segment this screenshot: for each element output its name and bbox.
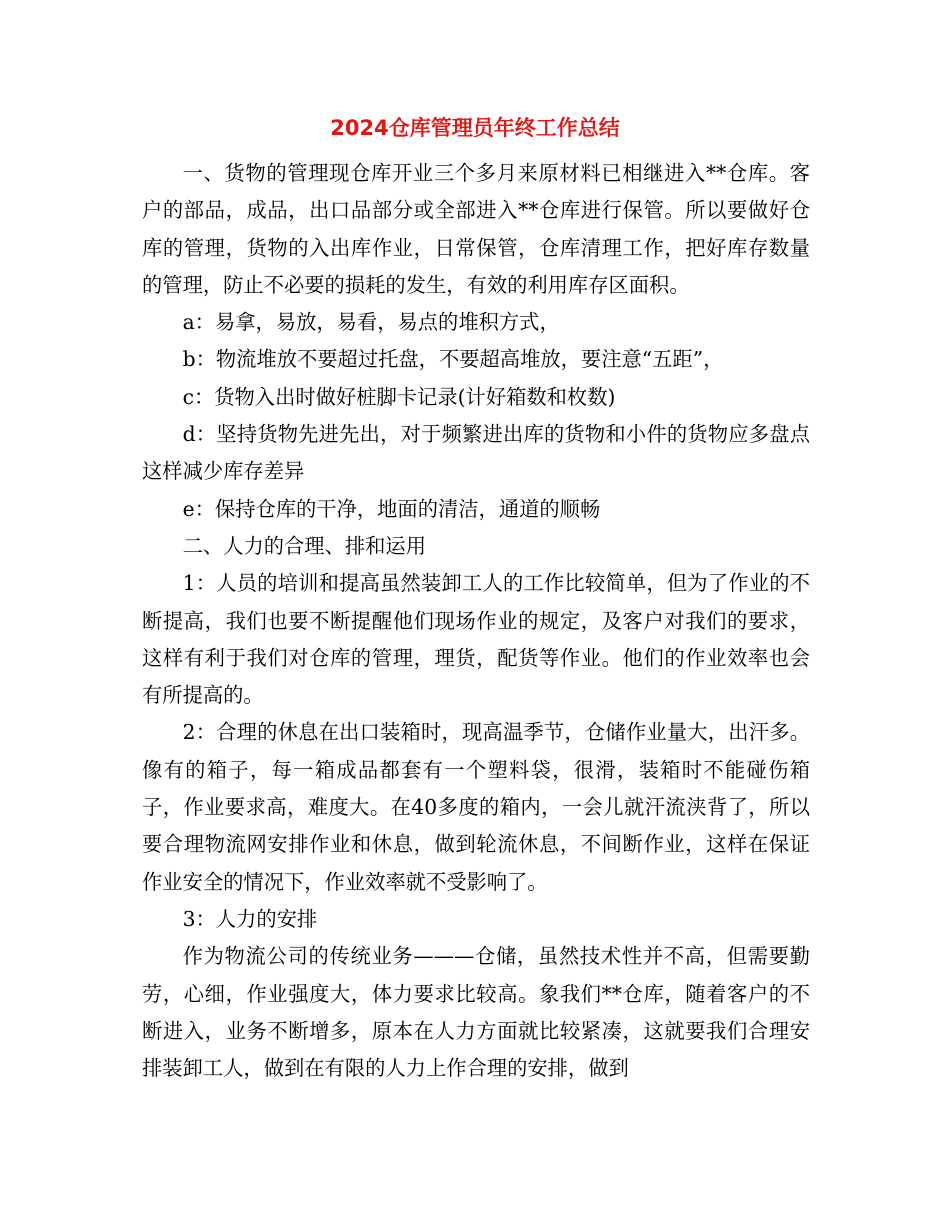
document-title: 2024仓库管理员年终工作总结 (330, 116, 620, 140)
paragraph-goods-management: 一、货物的管理现仓库开业三个多月来原材料已相继进入**仓库。客户的部品，成品，出口品部分或全部进入**仓库进行保管。所以要做好仓库的管理，货物的入出库作业，日常保管，仓库清理工作，把好库存数量的管理，防止不必要的损耗的发生，有效的利用库存区面积。 (142, 161, 810, 297)
paragraph-rest: 2：合理的休息在出口装箱时，现高温季节，仓储作业量大，出汗多。像有的箱子，每一箱成品都套有一个塑料袋，很滑，装箱时不能碰伤箱子，作业要求高，难度大。在40多度的箱内，一会儿就汗流浃背了，所以要合理物流网安排作业和休息，做到轮流休息，不间断作业，这样在保证作业安全的情况下，作业效率就不受影响了。 (142, 720, 810, 894)
paragraph-training: 1：人员的培训和提高虽然装卸工人的工作比较简单，但为了作业的不断提高，我们也要不断提醒他们现场作业的规定，及客户对我们的要求，这样有利于我们对仓库的管理，理货，配货等作业。他们的作业效率也会有所提高的。 (142, 571, 810, 708)
document-body (142, 155, 810, 1087)
paragraph-item-e: e：保持仓库的干净，地面的清洁，通道的顺畅 (182, 496, 601, 521)
paragraph-item-a: a：易拿，易放，易看，易点的堆积方式， (182, 310, 560, 335)
paragraph-section-two-heading: 二、人力的合理、排和运用 (182, 533, 426, 558)
paragraph-item-c: c：货物入出时做好桩脚卡记录(计好箱数和枚数) (182, 384, 616, 409)
paragraph-manpower-heading: 3：人力的安排 (182, 906, 318, 931)
paragraph-item-d: d：坚持货物先进先出，对于频繁进出库的货物和小件的货物应多盘点这样减少库存差异 (142, 422, 810, 484)
paragraph-item-b: b：物流堆放不要超过托盘，不要超高堆放，要注意“五距”， (182, 347, 724, 372)
paragraph-manpower-arrangement: 作为物流公司的传统业务———仓储，虽然技术性并不高，但需要勤劳，心细，作业强度大，体力要求比较高。象我们**仓库，随着客户的不断进入，业务不断增多，原本在人力方面就比较紧凑，这就要我们合理安排装卸工人，做到在有限的人力上作合理的安排，做到 (142, 944, 810, 1081)
